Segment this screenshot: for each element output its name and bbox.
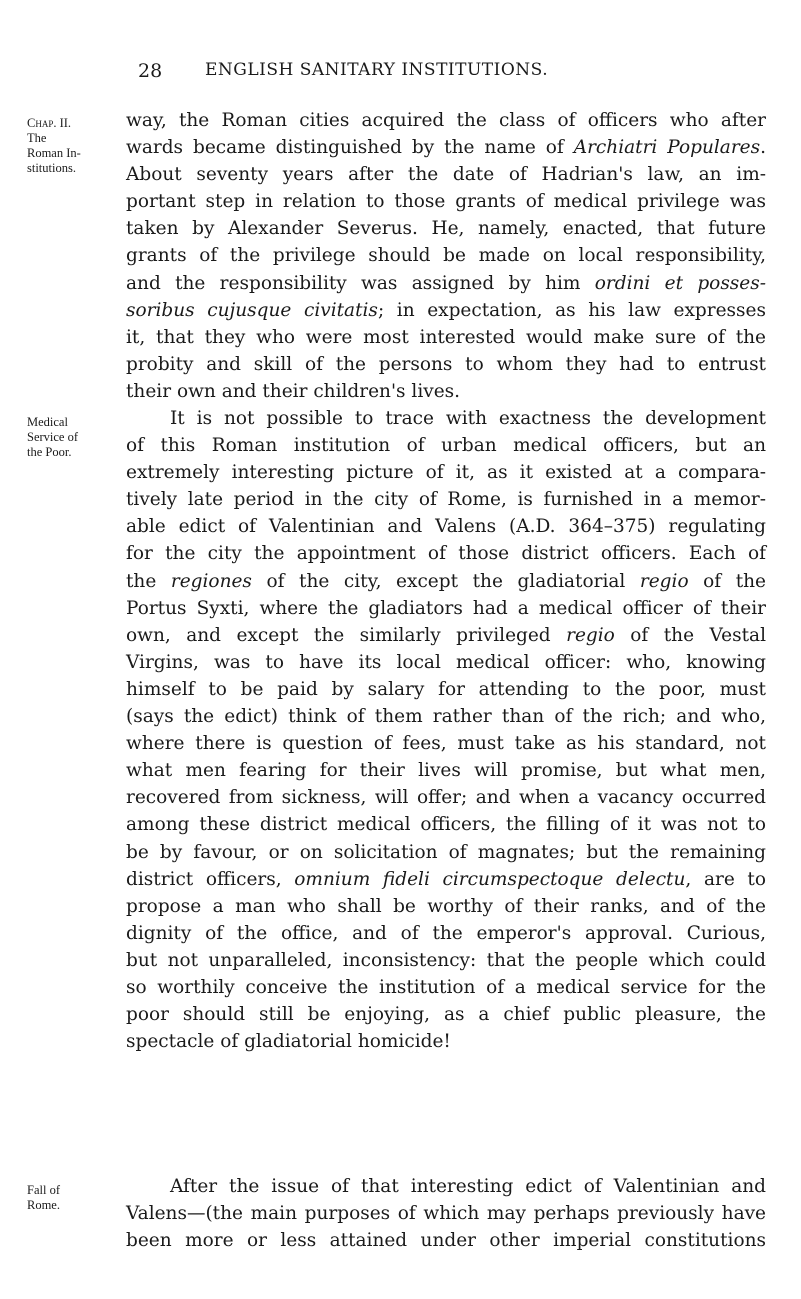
text-line: After the issue of that interesting edict of Valentinian and bbox=[170, 1176, 766, 1197]
text-line: extremely interesting picture of it, as it existed at a compara- bbox=[126, 462, 766, 484]
text-line: way, the Roman cities acquired the class of officers who after bbox=[126, 110, 766, 131]
paragraph-2 bbox=[126, 405, 766, 1055]
text-line: taken by Alexander Severus. He, namely, enacted, that future bbox=[126, 218, 766, 240]
text-line: district officers, omnium fideli circumspectoque delectu, are to bbox=[126, 868, 766, 890]
text-line: and the responsibility was assigned by him ordini et posses- bbox=[126, 272, 766, 294]
page-number: 28 bbox=[138, 60, 163, 82]
text-line: be by favour, or on solicitation of magnates; but the remaining bbox=[126, 841, 766, 863]
text-line: it, that they who were most interested would make sure of the bbox=[126, 326, 766, 348]
text-line: of this Roman institution of urban medical officers, but an bbox=[126, 435, 766, 457]
text-line: but not unparalleled, inconsistency: that the people which could bbox=[126, 949, 766, 971]
margin-note-roman-institutions bbox=[27, 116, 115, 176]
text-line: own, and except the similarly privileged regio of the Vestal bbox=[126, 624, 766, 646]
margin-note-line: stitutions. bbox=[27, 161, 76, 175]
margin-note-medical-service bbox=[27, 415, 115, 460]
text-line: About seventy years after the date of Hadrian's law, an im- bbox=[126, 164, 766, 186]
margin-note-line: the Poor. bbox=[27, 445, 72, 459]
text-line: Valens—(the main purposes of which may perhaps previously have bbox=[126, 1203, 766, 1225]
text-line: dignity of the office, and of the emperor's approval. Curious, bbox=[126, 922, 766, 944]
margin-note-line: Chap. II. bbox=[27, 116, 72, 130]
text-line: among these district medical officers, the filling of it was not to bbox=[126, 814, 766, 836]
paragraph-3 bbox=[126, 1173, 766, 1254]
text-line: able edict of Valentinian and Valens (A.D. 364–375) regulating bbox=[126, 516, 766, 538]
text-line: tively late period in the city of Rome, is furnished in a memor- bbox=[126, 489, 766, 511]
text-line: It is not possible to trace with exactness the development bbox=[170, 408, 766, 429]
text-line: spectacle of gladiatorial homicide! bbox=[126, 1031, 451, 1053]
paragraph-1 bbox=[126, 107, 766, 405]
text-line: recovered from sickness, will offer; and when a vacancy occurred bbox=[126, 787, 766, 809]
margin-note-line: Roman In- bbox=[27, 146, 81, 160]
running-title: ENGLISH SANITARY INSTITUTIONS. bbox=[205, 60, 549, 80]
text-line: soribus cujusque civitatis; in expectation, as his law expresses bbox=[126, 299, 766, 321]
margin-note-fall-of-rome bbox=[27, 1183, 115, 1213]
text-line: been more or less attained under other imperial constitutions bbox=[126, 1230, 766, 1252]
margin-note-line: Service of bbox=[27, 430, 79, 444]
text-line: what men fearing for their lives will promise, but what men, bbox=[126, 760, 766, 782]
text-line: probity and skill of the persons to whom they had to entrust bbox=[126, 353, 766, 375]
text-line: grants of the privilege should be made on local responsibility, bbox=[126, 245, 766, 267]
margin-note-line: Rome. bbox=[27, 1198, 60, 1212]
text-line: poor should still be enjoying, as a chief public pleasure, the bbox=[126, 1004, 766, 1026]
text-line: Virgins, was to have its local medical officer: who, knowing bbox=[126, 651, 766, 673]
text-line: (says the edict) think of them rather than of the rich; and who, bbox=[126, 706, 766, 728]
text-line: propose a man who shall be worthy of their ranks, and of the bbox=[126, 895, 766, 917]
text-line: portant step in relation to those grants of medical privilege was bbox=[126, 191, 766, 213]
text-line: for the city the appointment of those district officers. Each of bbox=[126, 543, 766, 565]
margin-note-line: The bbox=[27, 131, 47, 145]
margin-note-line: Medical bbox=[27, 415, 68, 429]
text-line: their own and their children's lives. bbox=[126, 380, 461, 402]
page-header bbox=[0, 60, 801, 88]
margin-note-line: Fall of bbox=[27, 1183, 60, 1197]
text-line: Portus Syxti, where the gladiators had a medical officer of their bbox=[126, 597, 766, 619]
text-line: himself to be paid by salary for attending to the poor, must bbox=[126, 678, 766, 700]
text-line: the regiones of the city, except the gladiatorial regio of the bbox=[126, 570, 767, 592]
text-line: so worthily conceive the institution of a medical service for the bbox=[126, 976, 766, 998]
text-line: where there is question of fees, must take as his standard, not bbox=[126, 733, 766, 755]
text-line: wards became distinguished by the name of Archiatri Populares. bbox=[126, 137, 766, 159]
